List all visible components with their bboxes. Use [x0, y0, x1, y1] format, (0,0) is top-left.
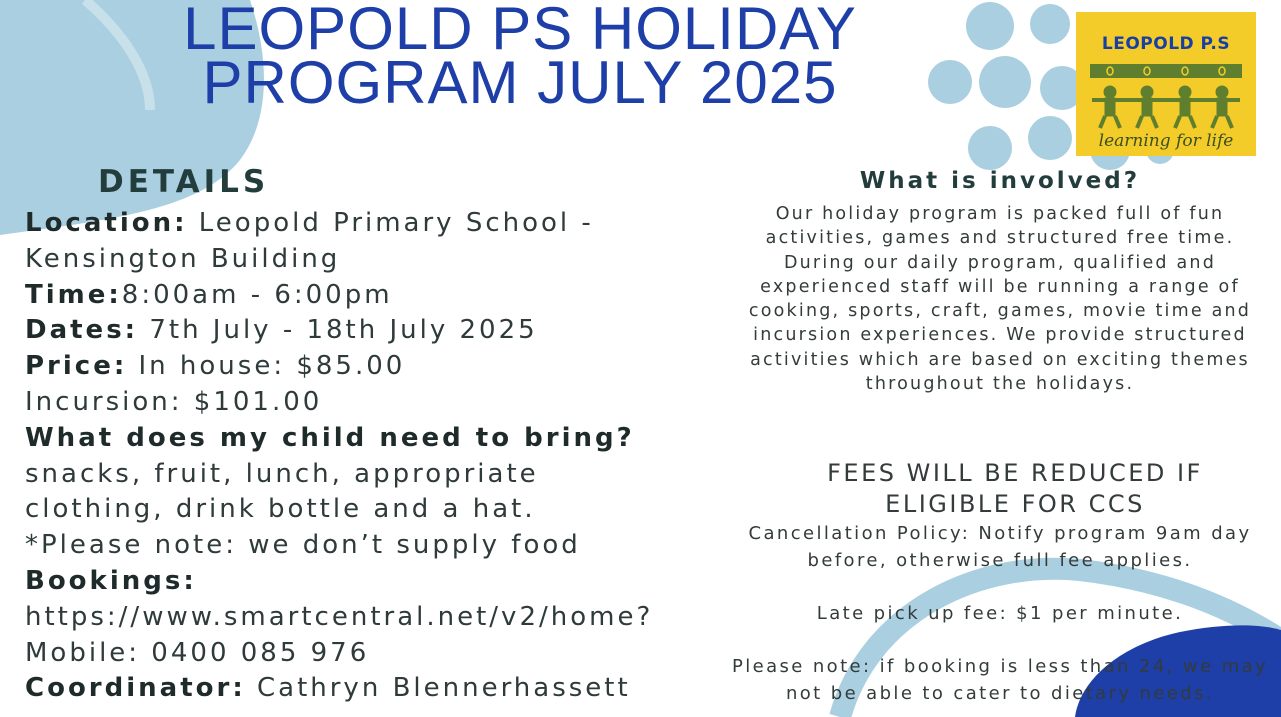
bring-line-2: clothing, drink bottle and a hat. — [25, 494, 536, 525]
bring-line-1: snacks, fruit, lunch, appropriate — [25, 458, 539, 489]
cancellation-policy: Cancellation Policy: Notify program 9am day before, otherwise full fee applies. — [748, 523, 1252, 571]
logo-name: LEOPOLD P.S — [1101, 34, 1231, 54]
price-inhouse: In house: $85.00 — [127, 351, 406, 382]
time-line — [25, 278, 725, 314]
bookings-url[interactable]: https://www.smartcentral.net/v2/home? — [25, 601, 654, 632]
title-line-1: LEOPOLD PS HOLIDAY — [183, 0, 857, 62]
mobile-number: Mobile: 0400 085 976 — [25, 637, 370, 668]
food-note: *Please note: we don’t supply food — [25, 530, 581, 561]
price-incursion: Incursion: $101.00 — [25, 386, 323, 417]
involved-heading: What is involved? — [859, 168, 1141, 194]
location-line — [25, 206, 725, 242]
coordinator-label: Coordinator: — [25, 673, 246, 704]
school-logo — [1076, 12, 1256, 156]
bookings-label: Bookings: — [25, 565, 197, 596]
location-label: Location: — [25, 208, 188, 238]
coordinator-value: Cathryn Blennerhassett — [245, 673, 631, 704]
involved-body: Our holiday program is packed full of fun activities, games and structured free time. During our daily program, qualified and experienced staff will be running a range of cooking, sports, craft, games, movie time and incursion experiences. We provide structured activities which are based on exciting themes throughout the holidays. — [748, 204, 1252, 395]
coordinator-line — [25, 671, 725, 707]
people-figures-icon — [1090, 54, 1242, 130]
bring-label: What does my child need to bring? — [25, 422, 635, 453]
fees-line-2: ELIGIBLE FOR CCS — [885, 490, 1145, 518]
fees-notice — [760, 458, 1270, 520]
page-title — [0, 0, 1040, 116]
time-label: Time: — [25, 279, 122, 310]
location-line-2: Kensington Building — [25, 243, 341, 274]
bring-heading — [25, 421, 725, 457]
bookings-heading — [25, 564, 725, 600]
dates-label: Dates: — [25, 315, 139, 346]
late-pickup-fee: Late pick up fee: $1 per minute. — [816, 603, 1184, 624]
dietary-note: Please note: if booking is less than 24, we may not be able to cater to dietary needs. — [731, 656, 1269, 704]
dates-line — [25, 313, 725, 349]
price-label: Price: — [25, 351, 128, 382]
title-line-2: PROGRAM JULY 2025 — [202, 49, 838, 116]
details-section — [25, 206, 725, 707]
details-heading: DETAILS — [98, 164, 270, 200]
location-value: Leopold Primary School - — [187, 208, 594, 238]
fees-line-1: FEES WILL BE REDUCED IF — [827, 459, 1203, 487]
time-value: 8:00am - 6:00pm — [121, 279, 393, 310]
logo-tagline: learning for life — [1098, 131, 1234, 151]
dates-value: 7th July - 18th July 2025 — [138, 315, 538, 346]
price-line — [25, 349, 725, 385]
